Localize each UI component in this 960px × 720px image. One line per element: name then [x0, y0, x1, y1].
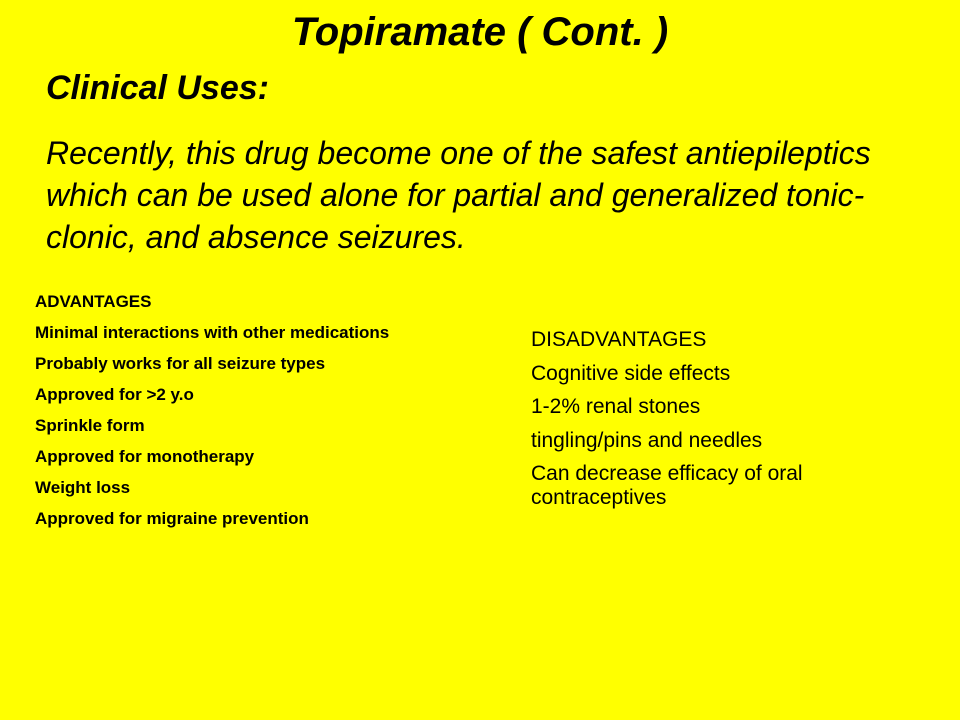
disadvantages-list [531, 328, 861, 520]
list-item: 1-2% renal stones [531, 395, 701, 418]
advantages-heading: ADVANTAGES [35, 292, 152, 311]
list-item: Minimal interactions with other medications [35, 323, 390, 342]
list-item: Probably works for all seizure types [35, 354, 326, 373]
clinical-uses-heading: Clinical Uses: [46, 69, 269, 107]
list-item: tingling/pins and needles [531, 428, 763, 452]
list-item: Approved for >2 y.o [35, 385, 194, 404]
intro-paragraph: Recently, this drug become one of the safest antiepileptics which can be used alone for partial and generalized tonic-clonic, and absence seizures. [46, 135, 871, 255]
list-item: Approved for migraine prevention [35, 509, 309, 528]
list-item: Can decrease efficacy of oral contraceptives [531, 462, 803, 509]
slide-title: Topiramate ( Cont. ) [291, 10, 669, 54]
advantages-list [35, 292, 435, 540]
list-item: Sprinkle form [35, 416, 145, 435]
list-item: Cognitive side effects [531, 361, 731, 385]
list-item: Weight loss [35, 478, 131, 497]
disadvantages-heading: DISADVANTAGES [531, 328, 707, 351]
list-item: Approved for monotherapy [35, 447, 255, 466]
